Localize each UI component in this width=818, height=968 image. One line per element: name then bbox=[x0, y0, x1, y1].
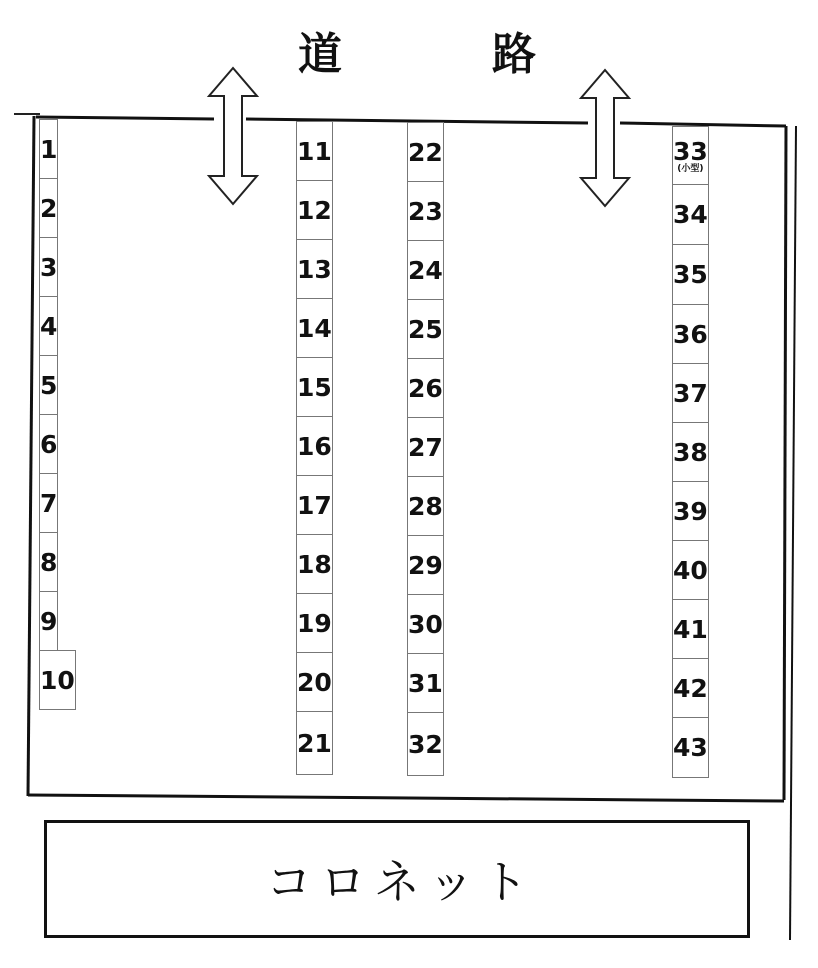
space-number: 18 bbox=[297, 549, 332, 579]
space-number: 43 bbox=[673, 733, 708, 762]
space-number: 21 bbox=[297, 728, 332, 758]
parking-space bbox=[39, 296, 58, 355]
parking-space bbox=[296, 357, 333, 416]
space-number: 7 bbox=[40, 488, 58, 518]
space-number: 34 bbox=[673, 200, 708, 229]
parking-space bbox=[407, 594, 444, 653]
parking-space bbox=[407, 712, 444, 776]
space-number: 40 bbox=[673, 555, 708, 585]
space-number: 14 bbox=[297, 313, 332, 343]
space-number: 30 bbox=[408, 609, 443, 639]
space-number: 41 bbox=[673, 614, 708, 644]
space-number: 15 bbox=[297, 372, 332, 402]
parking-space bbox=[296, 593, 333, 652]
space-number: 10 bbox=[40, 665, 75, 695]
parking-space bbox=[296, 711, 333, 775]
space-number: 25 bbox=[408, 314, 443, 344]
space-number: 27 bbox=[408, 432, 443, 462]
space-number: 37 bbox=[673, 378, 708, 408]
space-number: 4 bbox=[40, 311, 58, 341]
parking-space bbox=[672, 363, 709, 422]
space-number: 16 bbox=[297, 431, 332, 461]
parking-space bbox=[672, 244, 709, 304]
store-building bbox=[44, 820, 750, 938]
space-number: 26 bbox=[408, 373, 443, 403]
parking-space bbox=[672, 422, 709, 481]
parking-space bbox=[407, 417, 444, 476]
parking-space bbox=[672, 540, 709, 599]
space-number: 5 bbox=[40, 370, 58, 400]
space-number: 1 bbox=[40, 134, 58, 164]
parking-space bbox=[407, 476, 444, 535]
space-number: 19 bbox=[297, 608, 332, 638]
parking-space bbox=[407, 181, 444, 240]
parking-space bbox=[672, 658, 709, 717]
parking-space bbox=[672, 304, 709, 363]
parking-space bbox=[407, 358, 444, 417]
road-label-char-2: 路 bbox=[492, 29, 536, 80]
space-number: 11 bbox=[297, 136, 332, 166]
parking-space bbox=[39, 532, 58, 591]
parking-space bbox=[407, 535, 444, 594]
parking-space bbox=[296, 652, 333, 711]
parking-space bbox=[296, 534, 333, 593]
space-number: 20 bbox=[297, 667, 332, 697]
space-number: 17 bbox=[297, 490, 332, 520]
space-number: 22 bbox=[408, 137, 443, 167]
parking-space bbox=[296, 239, 333, 298]
space-number: 2 bbox=[40, 193, 58, 223]
parking-space bbox=[39, 414, 58, 473]
parking-space bbox=[39, 119, 58, 178]
store-name: コロネット bbox=[266, 855, 536, 909]
parking-space bbox=[296, 121, 333, 180]
parking-space bbox=[296, 475, 333, 534]
parking-space bbox=[39, 237, 58, 296]
space-number: 32 bbox=[408, 729, 443, 759]
space-number: 12 bbox=[297, 195, 332, 225]
parking-space bbox=[296, 416, 333, 475]
parking-space bbox=[39, 178, 58, 237]
parking-space bbox=[672, 599, 709, 658]
space-number: 33 bbox=[673, 137, 708, 166]
space-number: 6 bbox=[40, 429, 58, 459]
parking-space bbox=[672, 184, 709, 244]
parking-space bbox=[407, 653, 444, 712]
space-number: 8 bbox=[40, 547, 58, 577]
space-number: 24 bbox=[408, 255, 443, 285]
space-number: 23 bbox=[408, 196, 443, 226]
parking-space bbox=[296, 180, 333, 239]
space-number: 38 bbox=[673, 437, 708, 467]
parking-space bbox=[407, 240, 444, 299]
parking-space bbox=[39, 355, 58, 414]
parking-space bbox=[407, 122, 444, 181]
parking-space bbox=[672, 717, 709, 778]
space-number: 28 bbox=[408, 491, 443, 521]
parking-space bbox=[39, 473, 58, 532]
compact-car-note: (小型) bbox=[677, 164, 704, 174]
space-number: 36 bbox=[673, 319, 708, 349]
parking-space bbox=[39, 591, 58, 650]
parking-space bbox=[296, 298, 333, 357]
space-number: 35 bbox=[673, 260, 708, 289]
space-number: 9 bbox=[40, 606, 58, 636]
parking-space bbox=[407, 299, 444, 358]
space-number: 13 bbox=[297, 254, 332, 284]
space-number: 29 bbox=[408, 550, 443, 580]
parking-space bbox=[39, 650, 76, 710]
space-number: 3 bbox=[40, 252, 58, 282]
parking-space bbox=[672, 126, 709, 184]
space-number: 42 bbox=[673, 673, 708, 703]
parking-space bbox=[672, 481, 709, 540]
space-number: 31 bbox=[408, 668, 443, 698]
road-label-char-1: 道 bbox=[298, 29, 342, 80]
space-number: 39 bbox=[673, 496, 708, 526]
